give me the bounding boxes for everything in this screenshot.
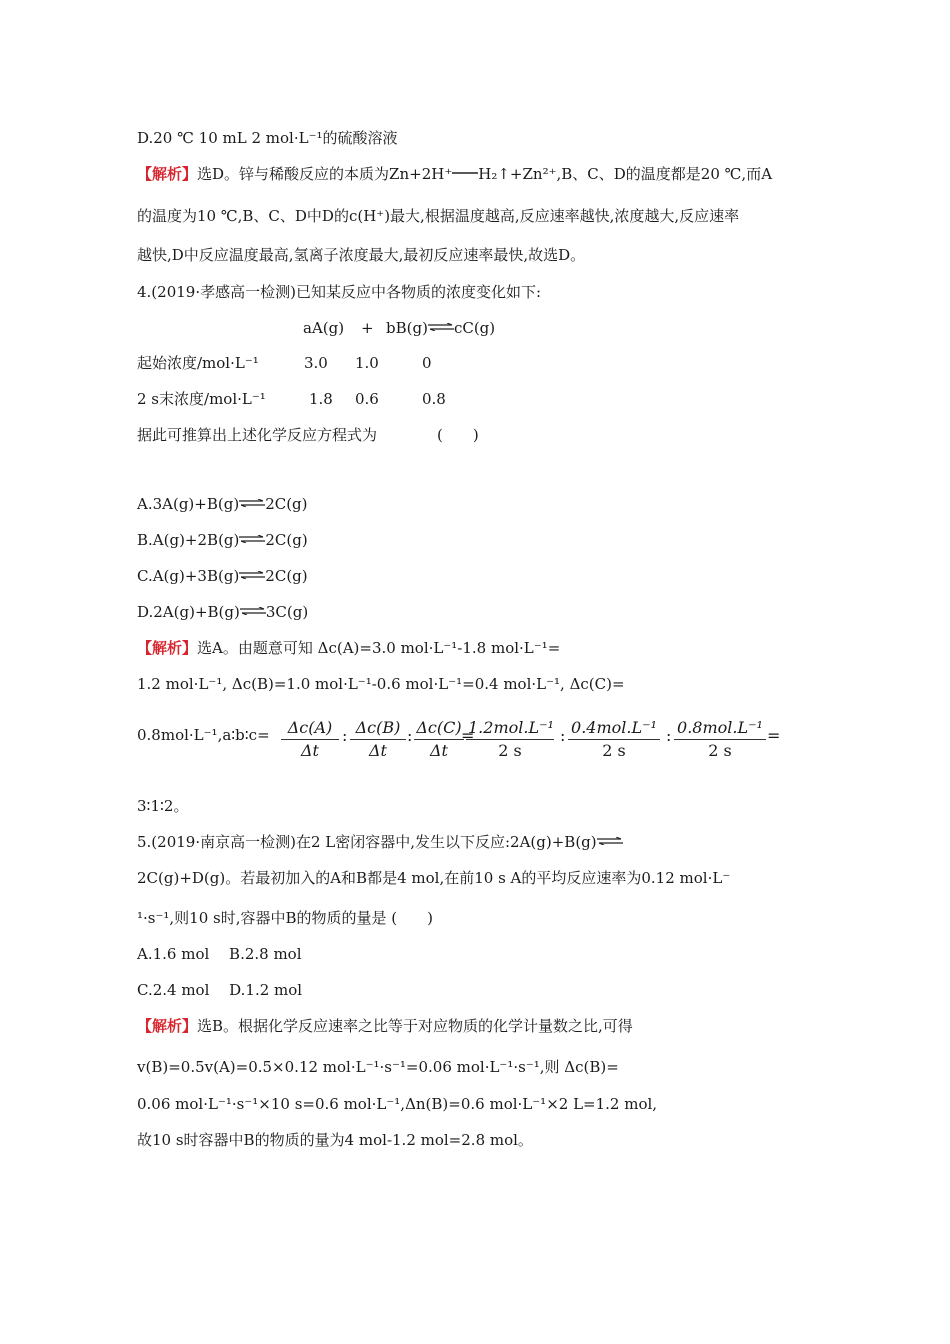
fraction-dcb: [350, 718, 406, 762]
q3-analysis-line2: 的温度为10 ℃,B、C、D中D的c(H⁺)最大,根据温度越高,反应速率越快,浓度越大,反应速率: [137, 207, 740, 225]
analysis-tag: 【解析】: [137, 639, 198, 657]
q4-eq-b-text: bB(g): [386, 319, 428, 337]
q4-row2-a: 1.8: [309, 390, 333, 408]
q4-row1-b: 1.0: [355, 354, 379, 372]
q5-analysis-text1: 选B。根据化学反应速率之比等于对应物质的化学计量数之比,可得: [197, 1017, 633, 1035]
fraction-numerator: 0.8mol.L⁻¹: [674, 718, 766, 740]
q5-stem-line1: [137, 832, 623, 852]
q3-analysis-line3: 越快,D中反应温度最高,氢离子浓度最大,最初反应速率最快,故选D。: [137, 246, 586, 264]
fraction-numerator: Δc(C): [414, 718, 464, 740]
fraction-denominator: 2 s: [602, 741, 626, 760]
q5-options-row2: C.2.4 mol D.1.2 mol: [137, 981, 303, 999]
analysis-tag: 【解析】: [137, 1017, 198, 1035]
ratio-colon: :: [342, 726, 348, 745]
q5-stem-line3: ¹·s⁻¹,则10 s时,容器中B的物质的量是 ( ): [137, 909, 433, 927]
q4-option-c: [137, 566, 308, 586]
q4-option-a: [137, 494, 308, 514]
q5-analysis-line4: 故10 s时容器中B的物质的量为4 mol-1.2 mol=2.8 mol。: [137, 1131, 533, 1149]
option-right: 3C(g): [265, 603, 309, 621]
ratio-colon: :: [666, 726, 672, 745]
q4-analysis-line4: 3∶1∶2。: [137, 797, 189, 815]
q4-eq-plus: +: [361, 319, 374, 337]
equilibrium-arrow-icon: [239, 499, 265, 507]
equals-sign: =: [767, 726, 781, 745]
equilibrium-arrow-icon: [240, 607, 266, 615]
q5-stem-text: 5.(2019·南京高一检测)在2 L密闭容器中,发生以下反应:2A(g)+B(g): [137, 833, 597, 851]
q3-analysis-text-a: 选D。锌与稀酸反应的本质为Zn+2H⁺: [197, 165, 453, 183]
q4-row2-b: 0.6: [355, 390, 379, 408]
option-left: D.2A(g)+B(g): [137, 603, 240, 621]
q4-question: 据此可推算出上述化学反应方程式为: [137, 426, 378, 444]
q4-eq-b: [386, 318, 495, 338]
option-left: B.A(g)+2B(g): [137, 531, 240, 549]
q4-eq-c-text: cC(g): [453, 319, 496, 337]
q4-analysis-text1: 选A。由题意可知 Δc(A)=3.0 mol·L⁻¹-1.8 mol·L⁻¹=: [197, 639, 561, 657]
q4-analysis-line1: [137, 638, 560, 658]
fraction-value-a: [466, 718, 554, 762]
q4-eq-a: aA(g): [303, 319, 345, 337]
q5-analysis-line2: v(B)=0.5v(A)=0.5×0.12 mol·L⁻¹·s⁻¹=0.06 mol·L⁻¹·s⁻¹,则 Δc(B)=: [137, 1058, 619, 1076]
analysis-tag: 【解析】: [137, 165, 198, 183]
option-right: 2C(g): [265, 495, 308, 513]
equilibrium-arrow-icon: [239, 535, 265, 543]
q4-stem: 4.(2019·孝感高一检测)已知某反应中各物质的浓度变化如下:: [137, 283, 542, 301]
equals-sign: =: [461, 726, 475, 745]
fraction-denominator: Δt: [430, 741, 448, 760]
fraction-denominator: 2 s: [498, 741, 522, 760]
fraction-denominator: Δt: [301, 741, 319, 760]
reaction-arrow-icon: [452, 170, 478, 176]
ratio-colon: :: [407, 726, 413, 745]
q3-analysis-text-b: H₂↑+Zn²⁺,B、C、D的温度都是20 ℃,而A: [478, 165, 773, 183]
q4-analysis-line2: 1.2 mol·L⁻¹, Δc(B)=1.0 mol·L⁻¹-0.6 mol·L⁻¹=0.4 mol·L⁻¹, Δc(C)=: [137, 675, 625, 693]
option-left: C.A(g)+3B(g): [137, 567, 240, 585]
q3-option-d: D.20 ℃ 10 mL 2 mol·L⁻¹的硫酸溶液: [137, 129, 398, 147]
q5-analysis-line3: 0.06 mol·L⁻¹·s⁻¹×10 s=0.6 mol·L⁻¹,Δn(B)=0.6 mol·L⁻¹×2 L=1.2 mol,: [137, 1095, 658, 1113]
fraction-numerator: 0.4mol.L⁻¹: [568, 718, 660, 740]
option-left: A.3A(g)+B(g): [137, 495, 240, 513]
q4-option-b: [137, 530, 308, 550]
option-right: 2C(g): [265, 567, 308, 585]
fraction-dcc: [414, 718, 464, 762]
q4-row1-c: 0: [422, 354, 432, 372]
q4-row1-label: 起始浓度/mol·L⁻¹: [137, 354, 259, 372]
fraction-numerator: Δc(A): [281, 718, 339, 740]
fraction-value-c: [674, 718, 766, 762]
fraction-numerator: 1.2mol.L⁻¹: [466, 718, 554, 740]
q5-options-row1: A.1.6 mol B.2.8 mol: [137, 945, 302, 963]
fraction-numerator: Δc(B): [350, 718, 406, 740]
equilibrium-arrow-icon: [428, 323, 454, 331]
q3-analysis-line1: [137, 164, 772, 184]
q4-row2-c: 0.8: [422, 390, 446, 408]
fraction-denominator: 2 s: [708, 741, 732, 760]
equilibrium-arrow-icon: [597, 837, 623, 845]
ratio-colon: :: [560, 726, 566, 745]
fraction-value-b: [568, 718, 660, 762]
q5-analysis-line1: [137, 1016, 633, 1036]
q4-option-d: [137, 602, 308, 622]
equilibrium-arrow-icon: [239, 571, 265, 579]
q4-row2-label: 2 s末浓度/mol·L⁻¹: [137, 390, 266, 408]
q4-row1-a: 3.0: [304, 354, 328, 372]
q4-answer-blank: ( ): [437, 426, 479, 444]
fraction-dca: [281, 718, 339, 762]
option-right: 2C(g): [265, 531, 308, 549]
fraction-denominator: Δt: [369, 741, 387, 760]
q5-stem-line2: 2C(g)+D(g)。若最初加入的A和B都是4 mol,在前10 s A的平均反应速率为0.12 mol·L⁻: [137, 869, 731, 887]
q4-analysis-line3-prefix: 0.8mol·L⁻¹,a∶b∶c=: [137, 726, 270, 744]
